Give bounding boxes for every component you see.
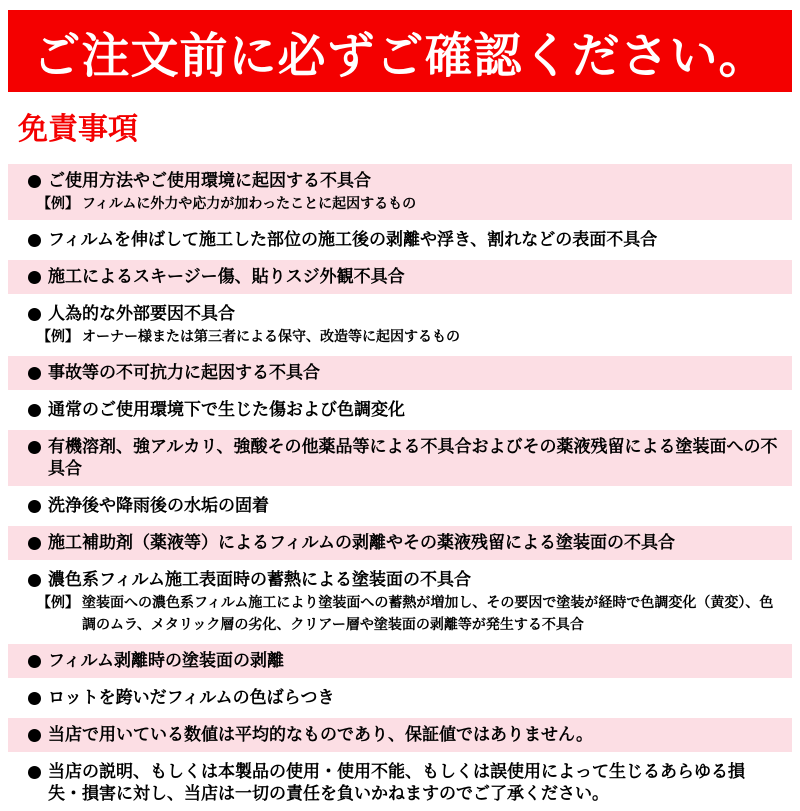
bullet-icon bbox=[28, 655, 41, 668]
item-text: フィルムを伸ばして施工した部位の施工後の剥離や浮き、割れなどの表面不具合 bbox=[48, 230, 658, 249]
disclaimer-item bbox=[8, 489, 792, 523]
item-text: 通常のご使用環境下で生じた傷および色調変化 bbox=[48, 400, 405, 419]
item-text: 濃色系フィルム施工表面時の蓄熱による塗装面の不具合 bbox=[48, 570, 471, 589]
item-example-line bbox=[28, 325, 778, 347]
item-example-line bbox=[28, 591, 778, 635]
item-main-line bbox=[28, 569, 778, 591]
disclaimer-heading: 免責事項 bbox=[18, 113, 138, 146]
bullet-icon bbox=[28, 404, 41, 417]
item-text: ロットを跨いだフィルムの色ばらつき bbox=[48, 688, 335, 707]
bullet-icon bbox=[28, 441, 41, 454]
disclaimer-item bbox=[8, 356, 792, 390]
item-text: フィルム剥離時の塗装面の剥離 bbox=[48, 651, 284, 670]
item-main-line bbox=[28, 362, 778, 384]
example-label: 【例】 bbox=[37, 594, 79, 610]
item-text: 洗浄後や降雨後の水垢の固着 bbox=[48, 496, 269, 515]
item-example-line bbox=[28, 192, 778, 214]
item-main-line bbox=[28, 229, 778, 251]
item-text: 当店の説明、もしくは本製品の使用・使用不能、もしくは誤使用によって生じるあらゆる損失・損害に対し、当店は一切の責任を負いかねますのでご了承ください。 bbox=[48, 762, 745, 803]
item-main-line bbox=[28, 532, 778, 554]
disclaimer-item bbox=[8, 563, 792, 641]
bullet-icon bbox=[28, 574, 41, 587]
item-main-line bbox=[28, 266, 778, 288]
bullet-icon bbox=[28, 537, 41, 550]
bullet-icon bbox=[28, 271, 41, 284]
disclaimer-item bbox=[8, 526, 792, 560]
disclaimer-item bbox=[8, 755, 792, 811]
disclaimer-item bbox=[8, 297, 792, 353]
item-text: 有機溶剤、強アルカリ、強酸その他薬品等による不具合およびその薬液残留による塗装面への不具合 bbox=[48, 437, 778, 478]
bullet-icon bbox=[28, 729, 41, 742]
bullet-icon bbox=[28, 692, 41, 705]
item-main-line bbox=[28, 761, 778, 805]
bullet-icon bbox=[28, 175, 41, 188]
disclaimer-item bbox=[8, 260, 792, 294]
item-text: 人為的な外部要因不具合 bbox=[48, 304, 235, 323]
bullet-icon bbox=[28, 367, 41, 380]
disclaimer-item bbox=[8, 430, 792, 486]
disclaimer-item bbox=[8, 681, 792, 715]
item-text: ご使用方法やご使用環境に起因する不具合 bbox=[48, 171, 371, 190]
disclaimer-item bbox=[8, 164, 792, 220]
item-main-line bbox=[28, 687, 778, 709]
disclaimer-item bbox=[8, 223, 792, 257]
item-text: 当店で用いている数値は平均的なものであり、保証値ではありません。 bbox=[48, 725, 594, 744]
item-main-line bbox=[28, 724, 778, 746]
disclaimer-item bbox=[8, 644, 792, 678]
item-text: 施工補助剤（薬液等）によるフィルムの剥離やその薬液残留による塗装面の不具合 bbox=[48, 533, 675, 552]
bullet-icon bbox=[28, 766, 41, 779]
disclaimer-item bbox=[8, 718, 792, 752]
item-main-line bbox=[28, 650, 778, 672]
item-text: 事故等の不可抗力に起因する不具合 bbox=[48, 363, 320, 382]
bullet-icon bbox=[28, 500, 41, 513]
example-text: 塗装面への濃色系フィルム施工により塗装面への蓄熱が増加し、その要因で塗装が経時で色調変化（黄変）、色調のムラ、メタリック層の劣化、クリアー層や塗装面の剥離等が発生する不具合 bbox=[82, 594, 774, 632]
example-label: 【例】 bbox=[37, 195, 79, 211]
item-main-line bbox=[28, 170, 778, 192]
item-main-line bbox=[28, 495, 778, 517]
example-text: オーナー様または第三者による保守、改造等に起因するもの bbox=[82, 328, 460, 344]
bullet-icon bbox=[28, 234, 41, 247]
example-label: 【例】 bbox=[37, 328, 79, 344]
bullet-icon bbox=[28, 308, 41, 321]
item-main-line bbox=[28, 399, 778, 421]
item-main-line bbox=[28, 303, 778, 325]
item-text: 施工によるスキージー傷、貼りスジ外観不具合 bbox=[48, 267, 405, 286]
item-main-line bbox=[28, 436, 778, 480]
example-text: フィルムに外力や応力が加わったことに起因するもの bbox=[82, 195, 417, 211]
confirmation-banner bbox=[8, 10, 792, 92]
banner-text: ご注文前に必ずご確認ください。 bbox=[32, 29, 768, 83]
disclaimer-list bbox=[0, 164, 800, 811]
disclaimer-item bbox=[8, 393, 792, 427]
